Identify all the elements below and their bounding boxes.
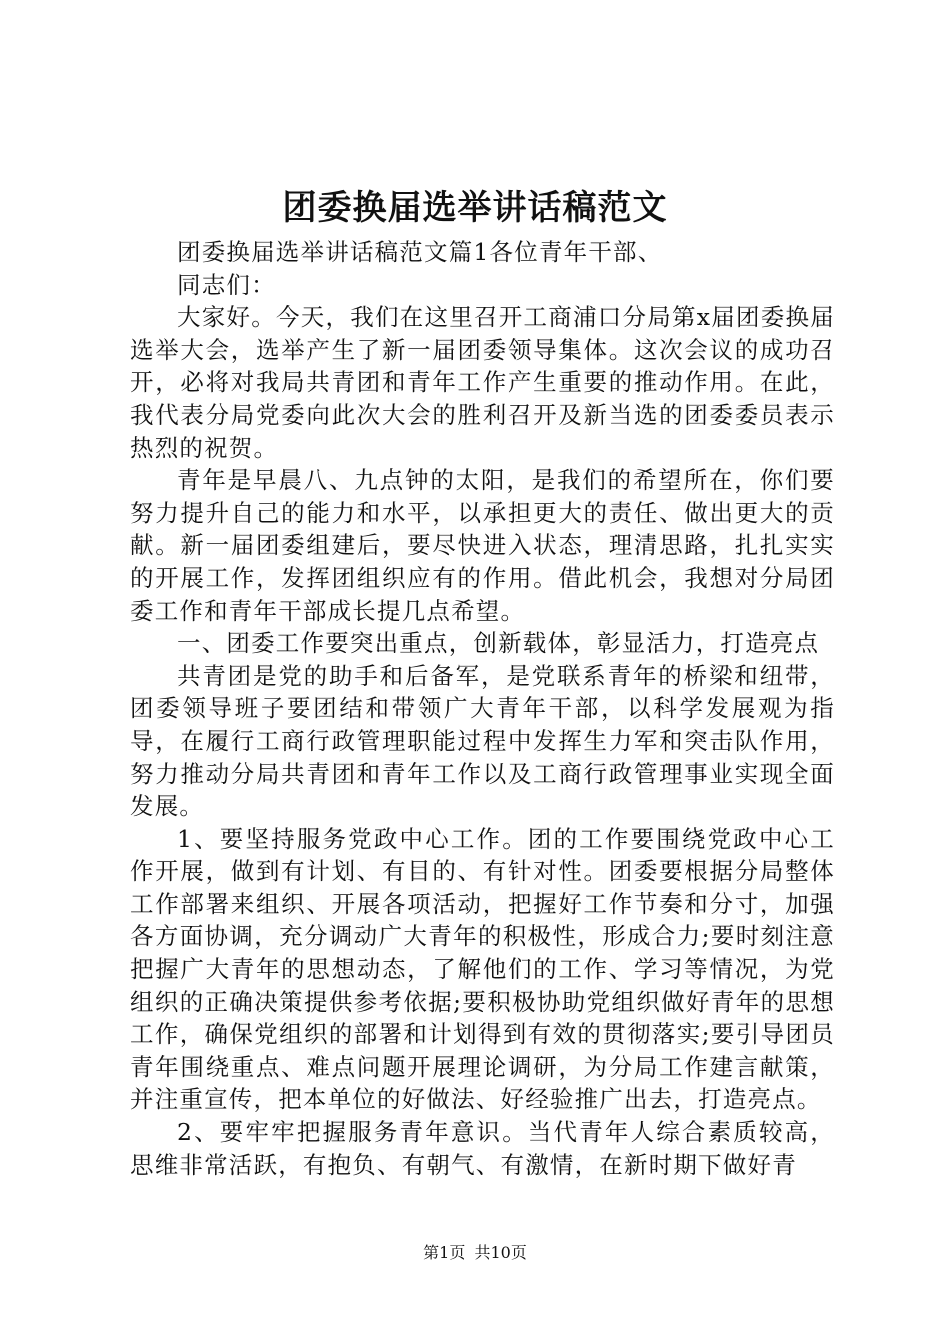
paragraph-youth-hope: 青年是早晨八、九点钟的太阳，是我们的希望所在，你们要努力提升自己的能力和水平，以承担更大的责任、做出更大的贡献。新一届团委组建后，要尽快进入状态，理清思路，扎扎实实的开展工作，发挥团组织应有的作用。借此机会，我想对分局团委工作和青年干部成长提几点希望。 bbox=[130, 466, 835, 625]
page-footer bbox=[0, 1242, 950, 1264]
page-total: 共10页 bbox=[474, 1243, 527, 1262]
paragraph-point-one: 1、要坚持服务党政中心工作。团的工作要围绕党政中心工作开展，做到有计划、有目的、有针对性。团委要根据分局整体工作部署来组织、开展各项活动，把握好工作节奏和分寸，加强各方面协调，充分调动广大青年的积极性，形成合力;要时刻注意把握广大青年的思想动态，了解他们的工作、学习等情况，为党组织的正确决策提供参考依据;要积极协助党组织做好青年的思想工作，确保党组织的部署和计划得到有效的贯彻落实;要引导团员青年围绕重点、难点问题开展理论调研，为分局工作建言献策，并注重宣传，把本单位的好做法、好经验推广出去，打造亮点。 bbox=[130, 824, 835, 1114]
paragraph-point-two: 2、要牢牢把握服务青年意识。当代青年人综合素质较高，思维非常活跃，有抱负、有朝气、有激情，在新时期下做好青 bbox=[130, 1118, 835, 1179]
paragraph-greeting: 大家好。今天，我们在这里召开工商浦口分局第x届团委换届选举大会，选举产生了新一届团委领导集体。这次会议的成功召开，必将对我局共青团和青年工作产生重要的推动作用。在此，我代表分局党委向此次大会的胜利召开及新当选的团委委员表示热烈的祝贺。 bbox=[130, 303, 835, 462]
document-body bbox=[130, 236, 835, 1181]
paragraph-intro: 团委换届选举讲话稿范文篇1各位青年干部、 bbox=[177, 238, 663, 266]
paragraph-league-role: 共青团是党的助手和后备军，是党联系青年的桥梁和纽带，团委领导班子要团结和带领广大青年干部，以科学发展观为指导，在履行工商行政管理职能过程中发挥生力军和突击队作用，努力推动分局共青团和青年工作以及工商行政管理事业实现全面发展。 bbox=[130, 661, 835, 821]
document-title: 团委换届选举讲话稿范文 bbox=[282, 188, 668, 228]
page-number: 第1页 bbox=[423, 1243, 466, 1262]
section-heading-one: 一、团委工作要突出重点，创新载体，彰显活力，打造亮点 bbox=[177, 629, 820, 658]
paragraph-salutation: 同志们： bbox=[177, 270, 276, 299]
